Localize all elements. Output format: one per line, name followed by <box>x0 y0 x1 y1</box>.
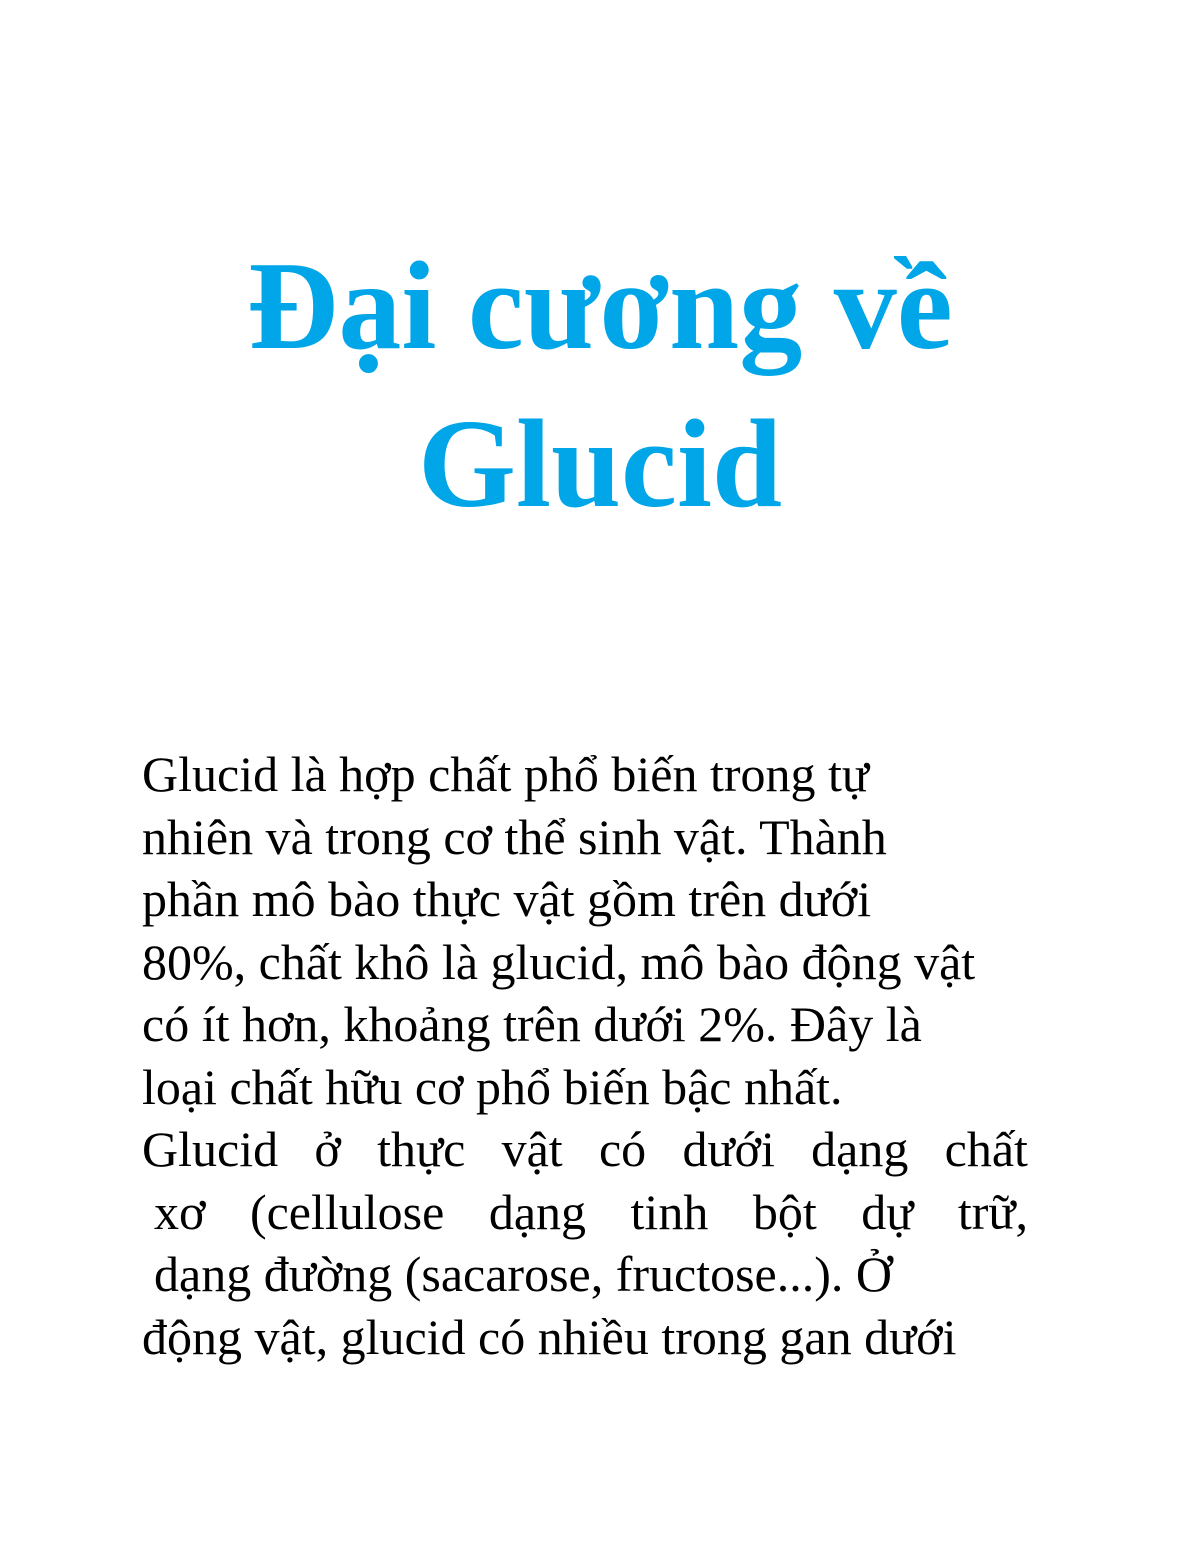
body-word: dạng <box>488 1183 587 1240</box>
body-word: trữ, <box>957 1183 1028 1240</box>
body-word: Glucid <box>142 1121 279 1177</box>
body-word: bột <box>752 1183 817 1240</box>
body-line-6: loại chất hữu cơ phổ biến bậc nhất. <box>142 1058 843 1115</box>
body-word: có <box>598 1121 647 1177</box>
body-word: dạng <box>811 1121 909 1177</box>
body-word: (cellulose <box>249 1183 445 1240</box>
body-line-9: dạng đường (sacarose, fructose...). Ở <box>154 1246 893 1302</box>
body-line-3: phần mô bào thực vật gồm trên dưới <box>142 871 872 927</box>
body-line-7 <box>142 1118 1028 1181</box>
body-paragraph <box>142 743 1072 1368</box>
body-word: vật <box>501 1121 563 1177</box>
document-title <box>0 228 1200 544</box>
body-word: ở <box>314 1121 341 1177</box>
body-line-10: động vật, glucid có nhiều trong gan dưới <box>142 1308 957 1365</box>
body-line-1: Glucid là hợp chất phổ biến trong tự <box>142 746 870 802</box>
body-word: chất <box>944 1121 1028 1177</box>
body-word: tinh <box>630 1183 709 1240</box>
body-line-5: có ít hơn, khoảng trên dưới 2%. Đây là <box>142 996 922 1052</box>
body-line-4: 80%, chất khô là glucid, mô bào động vật <box>142 933 976 990</box>
body-line-2: nhiên và trong cơ thể sinh vật. Thành <box>142 808 887 865</box>
body-word: xơ <box>154 1183 206 1240</box>
body-word: thực <box>377 1121 466 1177</box>
body-word: dưới <box>682 1121 775 1177</box>
title-line-2: Glucid <box>417 395 783 534</box>
body-word: dự <box>861 1183 914 1240</box>
body-line-8 <box>142 1181 1028 1244</box>
title-line-1: Đại cương về <box>247 237 953 376</box>
